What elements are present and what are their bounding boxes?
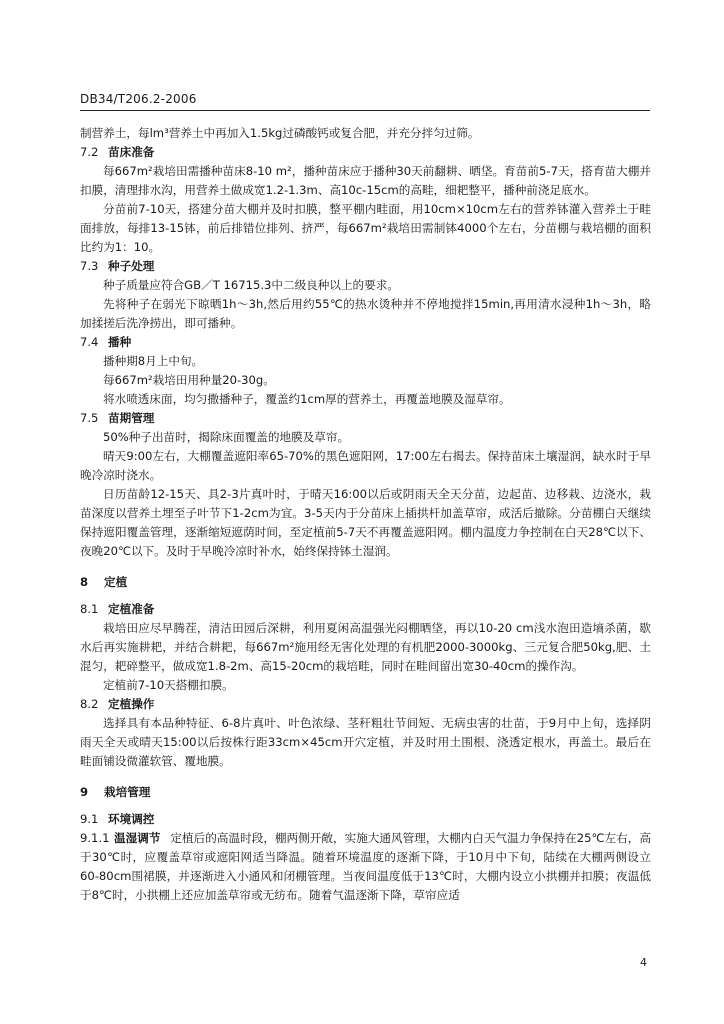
section-title: 定植	[104, 575, 128, 589]
section-number: 8.2	[80, 697, 99, 711]
section-7-2-heading	[80, 143, 651, 162]
section-title: 苗床准备	[108, 145, 155, 159]
section-title: 播种	[108, 335, 132, 349]
section-number: 9	[80, 785, 89, 799]
section-title: 定植准备	[108, 602, 155, 616]
paragraph: 种子质量应符合GB／T 16715.3中二级良种以上的要求。	[103, 278, 399, 292]
section-title: 苗期管理	[108, 411, 155, 425]
section-number: 8	[80, 575, 89, 589]
paragraph: 分苗前7-10天，搭建分苗大棚并及时扣膜，整平棚内畦面，用10cm×10cm左右的营养钵灌入营养土于畦面排放，每排13-15钵，前后排错位排列、挤严，每667m²栽培田需制钵4000个左右，分苗棚与栽培棚的面积比约为1：10。	[80, 202, 651, 254]
paragraph: 50%种子出苗时，揭除床面覆盖的地膜及草帘。	[103, 430, 350, 444]
page-number: 4	[640, 956, 647, 969]
paragraph: 选择具有本品种特征、6-8片真叶、叶色浓绿、茎秆粗壮节间短、无病虫害的壮苗，于9月中上旬，选择阴雨天全天或晴天15:00以后按株行距33cm×45cm开穴定植，并及时用土围根、浇透定根水，再盖土。最后在畦面铺设微灌软管、覆地膜。	[80, 716, 651, 768]
section-number: 8.1	[80, 602, 99, 616]
paragraph-soil: 制营养土，每lm³营养土中再加入1.5kg过磷酸钙或复合肥，并充分拌匀过筛。	[80, 126, 480, 140]
document-body	[80, 124, 651, 905]
paragraph: 每667m²栽培田需播种苗床8-10 m²，播种苗床应于播种30天前翻耕、晒垡。育苗前5-7天，搭育苗大棚并扣膜，清理排水沟，用营养土做成宽1.2-1.3m、高10c-15cm的高畦，细耙整平，播种前浇足底水。	[80, 164, 651, 197]
section-number: 7.3	[80, 259, 99, 273]
paragraph: 日历苗龄12-15天、具2-3片真叶时，于晴天16:00以后或阴雨天全天分苗，边起苗、边移栽、边浇水，栽苗深度以营养土埋至子叶节下1-2cm为宜。3-5天内于分苗床上插拱杆加盖草帘，成活后撤除。分苗棚白天继续保持遮阳覆盖管理，逐渐缩短遮荫时间，至定植前5-7天不再覆盖遮阳网。棚内温度力争控制在白天28℃以下、夜晚20℃以下。及时于早晚冷凉时补水，始终保持钵土湿润。	[80, 487, 651, 558]
section-number: 7.5	[80, 411, 99, 425]
paragraph: 将水喷透床面，均匀撒播种子，覆盖约1cm厚的营养土，再覆盖地膜及湿草帘。	[103, 392, 511, 406]
paragraph: 定植前7-10天搭棚扣膜。	[103, 678, 234, 692]
paragraph: 晴天9:00左右，大棚覆盖遮阳率65-70%的黑色遮阳网，17:00左右揭去。保持苗床土壤湿润，缺水时于早晚冷凉时浇水。	[80, 449, 651, 482]
section-title: 栽培管理	[104, 785, 151, 799]
section-title: 定植操作	[108, 697, 155, 711]
paragraph: 播种期8月上中旬。	[103, 354, 204, 368]
section-number: 7.4	[80, 335, 99, 349]
paragraph: 栽培田应尽早腾茬，清洁田园后深耕，利用夏闲高温强光闷棚晒垡，再以10-20 cm浅水泡田造墒杀菌，歇水后再实施耕耙，并结合耕耙，每667m²施用经无害化处理的有机肥2000-3000kg、三元复合肥50kg,肥、土混匀，耙碎整平，做成宽1.8-2m、高15-20cm的栽培畦，同时在畦间留出宽30-40cm的操作沟。	[80, 621, 651, 673]
section-9-1-heading	[80, 810, 651, 829]
section-number: 9.1	[80, 812, 99, 826]
section-8-1-heading	[80, 600, 651, 619]
section-8-heading	[80, 573, 651, 592]
section-7-4-heading	[80, 333, 651, 352]
document-id: DB34/T206.2-2006	[80, 92, 197, 106]
section-8-2-heading	[80, 695, 651, 714]
paragraph-text: 定植后的高温时段，棚两侧开敞，实施大通风管理，大棚内白天气温力争保持在25℃左右，高于30℃时，应覆盖草帘或遮阳网适当降温。随着环境温度的逐渐下降，于10月中下旬，陆续在大棚两侧设立60-80cm围裙膜，并逐渐进入小通风和闭棚管理。当夜间温度低于13℃时，大棚内设立小拱棚并扣膜；夜温低于8℃时，小拱棚上还应加盖草帘或无纺布。随着气温逐渐下降，草帘应适	[80, 831, 651, 902]
section-9-heading	[80, 783, 651, 802]
header-rule	[80, 110, 650, 111]
paragraph: 每667m²栽培田用种量20-30g。	[103, 373, 275, 387]
section-7-5-heading	[80, 409, 651, 428]
paragraph-9-1-1	[80, 829, 651, 905]
section-number: 9.1.1	[80, 831, 110, 845]
section-7-3-heading	[80, 257, 651, 276]
section-title: 温湿调节	[114, 831, 161, 845]
section-title: 种子处理	[108, 259, 155, 273]
section-number: 7.2	[80, 145, 99, 159]
paragraph: 先将种子在弱光下晾晒1h～3h,然后用约55℃的热水烫种并不停地搅拌15min,再用清水浸种1h～3h，略加揉搓后洗净捞出，即可播种。	[80, 297, 651, 330]
section-title: 环境调控	[108, 812, 155, 826]
